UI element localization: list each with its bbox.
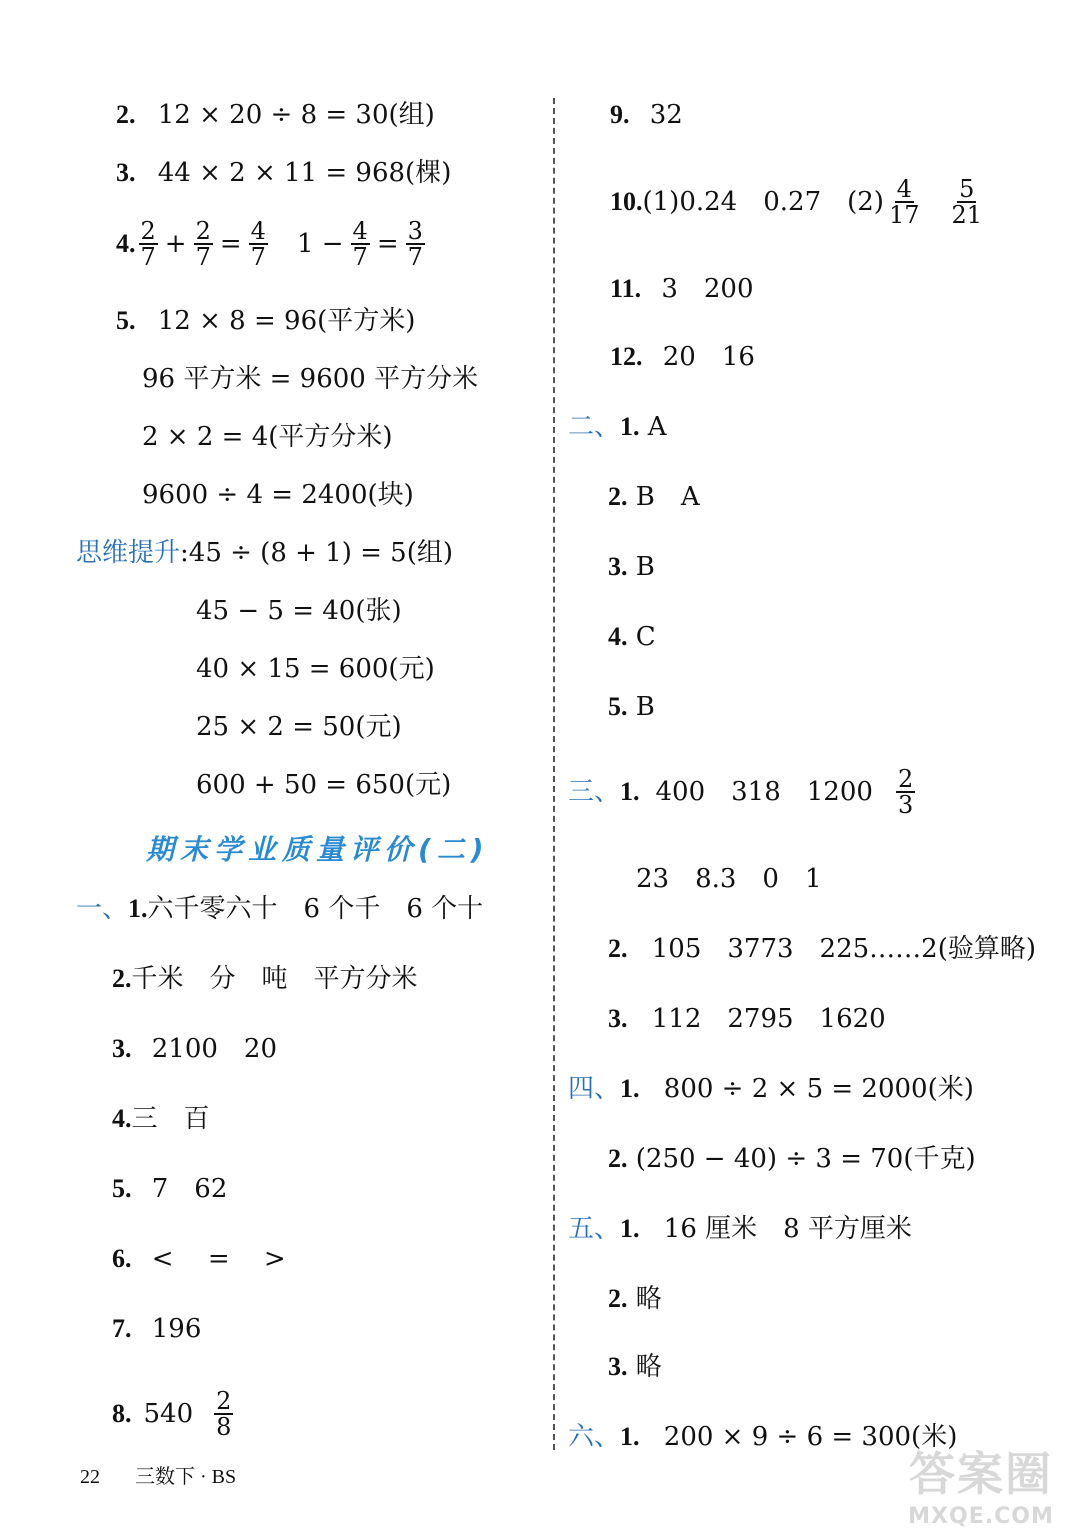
answer-10 xyxy=(610,170,987,234)
plus-sign: + xyxy=(164,229,187,259)
part-3-q1-line-2: 23 8.3 0 1 xyxy=(636,864,822,894)
question-number: 11. xyxy=(610,274,642,303)
fraction xyxy=(887,177,922,227)
part-5-q3 xyxy=(608,1350,662,1384)
answer-text: B A xyxy=(635,482,700,512)
part-2-q2 xyxy=(608,480,700,514)
answer-text: B xyxy=(635,692,655,722)
thinking-boost-label: 思维提升 xyxy=(76,538,181,568)
numerator: 4 xyxy=(896,175,912,203)
part-1-q6 xyxy=(112,1242,286,1276)
part-1-q5 xyxy=(112,1172,227,1206)
thinking-boost-line-2: 45 − 5 = 40(张) xyxy=(196,596,402,626)
denominator: 3 xyxy=(897,791,914,819)
part-3-q3 xyxy=(608,1002,886,1036)
answer-text: 略 xyxy=(635,1352,662,1382)
denominator: 7 xyxy=(352,243,368,271)
fraction xyxy=(950,177,985,227)
equals-sign: = xyxy=(376,229,399,259)
answer-text: 7 62 xyxy=(151,1174,228,1204)
answer-text: 三 百 xyxy=(131,1104,210,1134)
part-2-q1 xyxy=(568,410,667,444)
watermark-top: 答案圈 xyxy=(909,1447,1053,1501)
part-1-q7 xyxy=(112,1312,201,1346)
section-title: 期末学业质量评价(二) xyxy=(146,833,490,866)
thinking-boost-line-3: 40 × 15 = 600(元) xyxy=(196,654,435,684)
part-1-q8 xyxy=(112,1384,236,1444)
thinking-boost-line-5: 600 + 50 = 650(元) xyxy=(196,770,452,800)
question-number: 12. xyxy=(610,342,643,371)
watermark-logo xyxy=(896,1438,1066,1528)
question-number: 6. xyxy=(112,1244,132,1273)
fraction xyxy=(214,1389,233,1439)
answer-5 xyxy=(116,304,415,338)
answer-12 xyxy=(610,340,755,374)
part-2-q4 xyxy=(608,620,656,654)
question-number: 3. xyxy=(608,1352,628,1381)
part-5-q2 xyxy=(608,1282,662,1316)
answer-text: 105 3773 225……2(验算略) xyxy=(651,934,1037,964)
numerator: 2 xyxy=(195,217,211,245)
denominator: 7 xyxy=(250,243,266,271)
question-number: 1. xyxy=(620,1214,640,1243)
fraction xyxy=(351,219,370,269)
answer-text: 略 xyxy=(635,1284,662,1314)
answer-text: (1)0.24 0.27 (2) xyxy=(642,187,884,217)
question-number: 2. xyxy=(608,1284,628,1313)
answer-text: 12 × 20 ÷ 8 = 30(组) xyxy=(157,100,435,130)
part-1-q1 xyxy=(76,892,483,926)
numerator: 3 xyxy=(407,217,423,245)
part-4-q2 xyxy=(608,1142,976,1176)
one-minus: 1 − xyxy=(296,229,344,259)
question-number: 1. xyxy=(620,777,640,806)
fraction xyxy=(139,219,158,269)
question-number: 8. xyxy=(112,1399,132,1428)
answer-2 xyxy=(116,98,435,132)
answer-text: 800 ÷ 2 × 5 = 2000(米) xyxy=(663,1074,974,1104)
answer-text: A xyxy=(647,412,667,442)
question-number: 2. xyxy=(608,934,628,963)
part-1-q4 xyxy=(112,1102,210,1136)
question-number: 5. xyxy=(116,306,136,335)
question-number: 1. xyxy=(620,1074,640,1103)
numerator: 4 xyxy=(352,217,368,245)
answer-text: < = > xyxy=(151,1244,286,1274)
page-footer xyxy=(80,1460,236,1489)
denominator: 7 xyxy=(195,243,211,271)
answer-text: 112 2795 1620 xyxy=(651,1004,886,1034)
fraction xyxy=(194,219,213,269)
answer-5-line-2: 96 平方米 = 9600 平方分米 xyxy=(142,364,479,394)
question-number: 4. xyxy=(116,229,136,258)
question-number: 2. xyxy=(116,100,136,129)
answer-text: 2100 20 xyxy=(151,1034,278,1064)
answer-9 xyxy=(610,98,683,132)
question-number: 3. xyxy=(608,1004,628,1033)
answer-text: 44 × 2 × 11 = 968(棵) xyxy=(157,158,452,188)
answer-text: 16 厘米 8 平方厘米 xyxy=(663,1214,912,1244)
thinking-boost-line-4: 25 × 2 = 50(元) xyxy=(196,712,402,742)
thinking-boost-line-1: :45 ÷ (8 + 1) = 5(组) xyxy=(180,538,454,568)
answer-text: 196 xyxy=(151,1314,202,1344)
part-label: 二、 xyxy=(568,412,621,442)
denominator: 7 xyxy=(407,243,423,271)
numerator: 2 xyxy=(140,217,156,245)
fraction xyxy=(406,219,425,269)
answer-text: B xyxy=(635,552,655,582)
question-number: 4. xyxy=(112,1104,132,1133)
answer-text: 12 × 8 = 96(平方米) xyxy=(157,306,416,336)
part-label: 三、 xyxy=(568,777,621,807)
column-divider xyxy=(553,98,555,1450)
question-number: 10. xyxy=(610,187,643,216)
part-3-q1 xyxy=(568,762,918,822)
question-number: 3. xyxy=(112,1034,132,1063)
question-number: 9. xyxy=(610,100,630,129)
question-number: 1. xyxy=(620,412,640,441)
question-number: 3. xyxy=(116,158,136,187)
denominator: 21 xyxy=(951,201,983,229)
answer-5-line-4: 9600 ÷ 4 = 2400(块) xyxy=(142,480,414,510)
answer-text: 千米 分 吨 平方分米 xyxy=(131,964,418,994)
fraction xyxy=(249,219,268,269)
answer-11 xyxy=(610,272,754,306)
part-1-q2 xyxy=(112,962,418,996)
question-number: 2. xyxy=(608,482,628,511)
numerator: 2 xyxy=(216,1387,232,1415)
answer-5-line-3: 2 × 2 = 4(平方分米) xyxy=(142,422,393,452)
question-number: 5. xyxy=(112,1174,132,1203)
numerator: 4 xyxy=(250,217,266,245)
part-5-q1 xyxy=(568,1212,912,1246)
question-number: 2. xyxy=(608,1144,628,1173)
part-3-q2 xyxy=(608,932,1036,966)
question-number: 1. xyxy=(128,894,148,923)
part-1-q3 xyxy=(112,1032,277,1066)
denominator: 7 xyxy=(140,243,156,271)
thinking-boost xyxy=(76,536,453,570)
answer-text: 六千零六十 6 个千 6 个十 xyxy=(147,894,484,924)
numerator: 2 xyxy=(897,765,914,793)
denominator: 17 xyxy=(888,201,920,229)
part-label: 一、 xyxy=(76,894,129,924)
answer-text: 540 xyxy=(143,1399,194,1429)
answer-text: 200 × 9 ÷ 6 = 300(米) xyxy=(663,1422,958,1452)
denominator: 8 xyxy=(216,1413,232,1441)
part-label: 六、 xyxy=(568,1422,621,1452)
answer-text: 3 200 xyxy=(661,274,754,304)
numerator: 5 xyxy=(959,175,975,203)
answer-text: 400 318 1200 xyxy=(655,777,873,807)
part-label: 四、 xyxy=(568,1074,621,1104)
watermark-bottom: MXQE.COM xyxy=(908,1504,1054,1529)
answer-text: 32 xyxy=(649,100,683,130)
book-label: 三数下 · BS xyxy=(135,1466,237,1488)
question-number: 5. xyxy=(608,692,628,721)
part-2-q3 xyxy=(608,550,655,584)
answer-text: 20 16 xyxy=(662,342,755,372)
question-number: 1. xyxy=(620,1422,640,1451)
part-4-q1 xyxy=(568,1072,974,1106)
question-number: 3. xyxy=(608,552,628,581)
question-number: 4. xyxy=(608,622,628,651)
answer-4 xyxy=(116,214,428,274)
fraction xyxy=(896,767,915,817)
page-number: 22 xyxy=(80,1466,100,1488)
part-label: 五、 xyxy=(568,1214,621,1244)
part-2-q5 xyxy=(608,690,655,724)
equals-sign: = xyxy=(219,229,242,259)
question-number: 7. xyxy=(112,1314,132,1343)
answer-text: (250 − 40) ÷ 3 = 70(千克) xyxy=(635,1144,976,1174)
answer-3 xyxy=(116,156,451,190)
answer-text: C xyxy=(635,622,656,652)
question-number: 2. xyxy=(112,964,132,993)
